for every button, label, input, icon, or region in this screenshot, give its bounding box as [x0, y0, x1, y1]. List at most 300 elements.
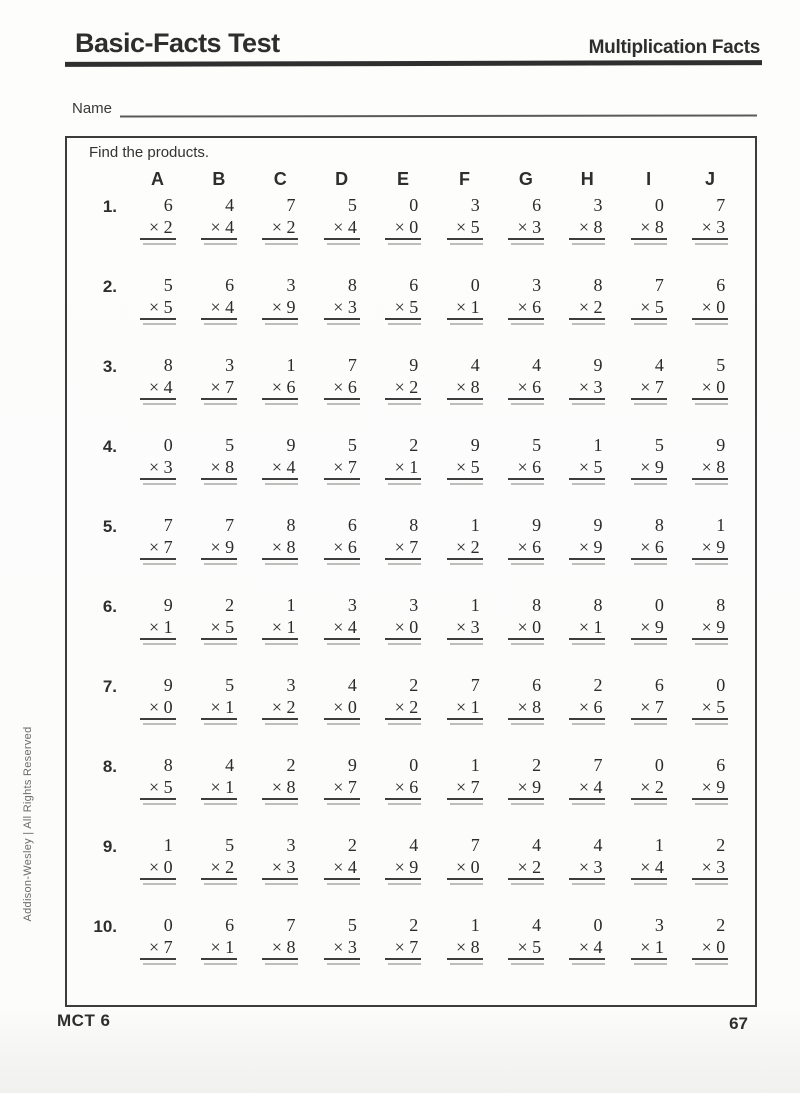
answer-line: [572, 322, 605, 325]
answer-line: [143, 882, 176, 885]
copyright-sidebar-text: Addison-Wesley | All Rights Reserved: [22, 726, 34, 922]
answer-line: [143, 242, 176, 245]
answer-line: [572, 642, 605, 645]
multiplier: × 3: [447, 616, 483, 640]
answer-line: [327, 402, 360, 405]
problem: [140, 675, 176, 725]
problem-cell: [680, 275, 741, 325]
problem: [692, 595, 728, 645]
problem: [631, 355, 667, 405]
problem: [631, 595, 667, 645]
problem: [692, 755, 728, 805]
top-number: 9: [286, 435, 296, 455]
answer-line: [204, 962, 237, 965]
multiplier: × 6: [324, 376, 360, 400]
row-number: 10.: [93, 917, 117, 936]
answer-line: [143, 562, 176, 565]
problem-cell: [127, 195, 188, 245]
answer-line: [511, 402, 544, 405]
top-number: 3: [286, 675, 296, 695]
answer-line: [143, 962, 176, 965]
problem-cell: [434, 835, 495, 885]
answer-line: [388, 562, 421, 565]
top-number: 2: [286, 755, 296, 775]
top-number: 1: [470, 915, 480, 935]
multiplier: × 8: [508, 696, 544, 720]
problem-cell: [618, 675, 679, 725]
problem: [324, 595, 360, 645]
top-number: 7: [654, 275, 664, 295]
answer-line: [388, 642, 421, 645]
problem: [569, 195, 605, 245]
problem-row-2: [79, 275, 741, 355]
answer-line: [204, 242, 237, 245]
problem-cell: [250, 435, 311, 485]
top-number: 5: [225, 835, 235, 855]
multiplier: × 6: [508, 536, 544, 560]
multiplier: × 6: [508, 376, 544, 400]
answer-line: [265, 402, 298, 405]
top-number: 8: [532, 595, 542, 615]
answer-line: [511, 722, 544, 725]
title-rule: [65, 60, 762, 67]
answer-line: [388, 802, 421, 805]
answer-line: [143, 402, 176, 405]
problem-cell: [434, 435, 495, 485]
top-number: 8: [716, 595, 726, 615]
problem-row-9: [79, 835, 741, 915]
top-number: 3: [286, 275, 296, 295]
top-number: 2: [347, 835, 357, 855]
answer-line: [265, 482, 298, 485]
problem: [262, 595, 298, 645]
problem: [140, 195, 176, 245]
problem: [692, 275, 728, 325]
multiplier: × 8: [262, 776, 298, 800]
answer-line: [572, 562, 605, 565]
top-number: 8: [163, 355, 173, 375]
problem-cell: [495, 915, 556, 965]
multiplier: × 3: [569, 376, 605, 400]
answer-line: [511, 642, 544, 645]
top-number: 3: [593, 195, 603, 215]
top-number: 7: [163, 515, 173, 535]
problem: [569, 515, 605, 565]
multiplier: × 8: [692, 456, 728, 480]
top-number: 2: [409, 675, 419, 695]
top-number: 1: [286, 595, 296, 615]
top-number: 7: [470, 675, 480, 695]
problem: [385, 355, 421, 405]
answer-line: [143, 722, 176, 725]
answer-line: [204, 402, 237, 405]
multiplier: × 6: [631, 536, 667, 560]
top-number: 4: [347, 675, 357, 695]
problem: [569, 915, 605, 965]
problem: [692, 195, 728, 245]
answer-line: [695, 402, 728, 405]
problem: [262, 435, 298, 485]
problem: [692, 915, 728, 965]
problem: [569, 595, 605, 645]
problem: [140, 755, 176, 805]
multiplier: × 0: [140, 696, 176, 720]
answer-line: [265, 562, 298, 565]
problem-cell: [311, 275, 372, 325]
multiplier: × 5: [447, 216, 483, 240]
problem-cell: [618, 755, 679, 805]
problem-cell: [250, 835, 311, 885]
multiplier: × 4: [140, 376, 176, 400]
answer-line: [634, 802, 667, 805]
answer-line: [204, 482, 237, 485]
problem-cell: [618, 595, 679, 645]
answer-line: [327, 722, 360, 725]
problem-cell: [250, 355, 311, 405]
multiplier: × 0: [447, 856, 483, 880]
problem-cell: [557, 675, 618, 725]
multiplier: × 7: [140, 536, 176, 560]
answer-line: [634, 242, 667, 245]
problem-cell: [495, 515, 556, 565]
problem-cell: [434, 515, 495, 565]
answer-line: [572, 802, 605, 805]
multiplier: × 7: [385, 536, 421, 560]
multiplier: × 2: [508, 856, 544, 880]
top-number: 0: [163, 915, 173, 935]
answer-line: [327, 882, 360, 885]
problem: [262, 195, 298, 245]
problem-cell: [434, 195, 495, 245]
problem: [201, 675, 237, 725]
problem: [385, 195, 421, 245]
problem-cell: [188, 595, 249, 645]
problem-cell: [373, 755, 434, 805]
answer-line: [388, 242, 421, 245]
problem-cell: [127, 915, 188, 965]
problem-cell: [311, 675, 372, 725]
multiplier: × 2: [385, 696, 421, 720]
top-number: 6: [716, 275, 726, 295]
answer-line: [695, 722, 728, 725]
problem: [201, 595, 237, 645]
top-number: 4: [654, 355, 664, 375]
problem-cell: [618, 195, 679, 245]
problem: [262, 515, 298, 565]
problem-row-5: [79, 515, 741, 595]
problem-cell: [618, 355, 679, 405]
answer-line: [450, 322, 483, 325]
problems-grid: [79, 163, 741, 995]
multiplier: × 5: [385, 296, 421, 320]
top-number: 1: [470, 755, 480, 775]
multiplier: × 8: [569, 216, 605, 240]
problem: [447, 195, 483, 245]
top-number: 7: [593, 755, 603, 775]
multiplier: × 5: [569, 456, 605, 480]
top-number: 2: [532, 755, 542, 775]
answer-line: [572, 882, 605, 885]
problem: [140, 355, 176, 405]
problem-cell: [250, 515, 311, 565]
multiplier: × 2: [385, 376, 421, 400]
multiplier: × 0: [140, 856, 176, 880]
problem-row-10: [79, 915, 741, 995]
answer-line: [634, 722, 667, 725]
multiplier: × 4: [201, 216, 237, 240]
multiplier: × 9: [385, 856, 421, 880]
problem-cell: [680, 355, 741, 405]
top-number: 1: [716, 515, 726, 535]
top-number: 6: [409, 275, 419, 295]
problem-cell: [680, 755, 741, 805]
top-number: 0: [654, 195, 664, 215]
multiplier: × 5: [631, 296, 667, 320]
answer-line: [143, 642, 176, 645]
top-number: 0: [593, 915, 603, 935]
top-number: 6: [532, 195, 542, 215]
problem: [508, 755, 544, 805]
column-header-g: G: [518, 168, 534, 189]
top-number: 5: [225, 675, 235, 695]
top-number: 3: [470, 195, 480, 215]
multiplier: × 4: [324, 616, 360, 640]
problem: [201, 915, 237, 965]
problem: [140, 595, 176, 645]
problem: [631, 515, 667, 565]
problem: [324, 435, 360, 485]
problem: [140, 915, 176, 965]
top-number: 0: [654, 755, 664, 775]
answer-line: [143, 482, 176, 485]
column-header-row: [79, 163, 741, 195]
multiplier: × 4: [262, 456, 298, 480]
multiplier: × 7: [385, 936, 421, 960]
answer-line: [572, 402, 605, 405]
problem-cell: [250, 275, 311, 325]
top-number: 9: [163, 595, 173, 615]
name-blank-line: [120, 99, 757, 117]
column-header-f: F: [458, 168, 471, 189]
name-label: Name: [72, 100, 113, 117]
multiplier: × 6: [324, 536, 360, 560]
multiplier: × 3: [692, 856, 728, 880]
problem-cell: [188, 835, 249, 885]
answer-line: [695, 482, 728, 485]
top-number: 7: [225, 515, 235, 535]
answer-line: [388, 722, 421, 725]
top-number: 8: [286, 515, 296, 535]
problem-cell: [495, 195, 556, 245]
answer-line: [388, 962, 421, 965]
multiplier: × 5: [508, 936, 544, 960]
problem: [385, 675, 421, 725]
answer-line: [388, 882, 421, 885]
top-number: 5: [716, 355, 726, 375]
problem-cell: [188, 915, 249, 965]
answer-line: [327, 802, 360, 805]
answer-line: [572, 242, 605, 245]
top-number: 2: [716, 835, 726, 855]
problem-cell: [495, 595, 556, 645]
column-header-b: B: [212, 168, 226, 189]
multiplier: × 3: [324, 936, 360, 960]
problem: [631, 835, 667, 885]
top-number: 7: [347, 355, 357, 375]
answer-line: [450, 882, 483, 885]
page-subtitle: Multiplication Facts: [588, 37, 760, 58]
multiplier: × 4: [324, 856, 360, 880]
answer-line: [572, 482, 605, 485]
multiplier: × 3: [569, 856, 605, 880]
top-number: 4: [470, 355, 480, 375]
multiplier: × 9: [262, 296, 298, 320]
problem: [692, 515, 728, 565]
problem: [631, 755, 667, 805]
top-number: 6: [532, 675, 542, 695]
answer-line: [450, 242, 483, 245]
top-number: 0: [163, 435, 173, 455]
multiplier: × 2: [201, 856, 237, 880]
multiplier: × 0: [385, 216, 421, 240]
multiplier: × 4: [201, 296, 237, 320]
multiplier: × 9: [692, 536, 728, 560]
answer-line: [695, 322, 728, 325]
problem-cell: [618, 835, 679, 885]
top-number: 4: [409, 835, 419, 855]
answer-line: [204, 562, 237, 565]
answer-line: [450, 482, 483, 485]
multiplier: × 0: [692, 296, 728, 320]
multiplier: × 6: [569, 696, 605, 720]
problem: [569, 675, 605, 725]
problem-cell: [311, 835, 372, 885]
problem-cell: [188, 275, 249, 325]
top-number: 6: [225, 275, 235, 295]
problem: [569, 835, 605, 885]
answer-line: [204, 722, 237, 725]
problem-cell: [434, 755, 495, 805]
problem-cell: [127, 515, 188, 565]
problem: [262, 275, 298, 325]
problem: [631, 915, 667, 965]
top-number: 1: [470, 515, 480, 535]
multiplier: × 3: [324, 296, 360, 320]
problem-cell: [188, 675, 249, 725]
problem-cell: [557, 595, 618, 645]
top-number: 5: [225, 435, 235, 455]
problem-row-7: [79, 675, 741, 755]
answer-line: [695, 242, 728, 245]
problem-cell: [680, 435, 741, 485]
answer-line: [511, 242, 544, 245]
problem: [447, 915, 483, 965]
worksheet-box: [65, 136, 757, 1007]
multiplier: × 7: [631, 376, 667, 400]
answer-line: [634, 482, 667, 485]
row-number: 6.: [102, 597, 117, 616]
multiplier: × 0: [385, 616, 421, 640]
multiplier: × 0: [324, 696, 360, 720]
problem: [324, 915, 360, 965]
top-number: 9: [532, 515, 542, 535]
top-number: 3: [654, 915, 664, 935]
answer-line: [511, 562, 544, 565]
multiplier: × 0: [692, 936, 728, 960]
page-number: 67: [729, 1014, 748, 1033]
top-number: 9: [593, 515, 603, 535]
problem: [569, 355, 605, 405]
multiplier: × 9: [569, 536, 605, 560]
problem: [324, 835, 360, 885]
multiplier: × 1: [262, 616, 298, 640]
multiplier: × 5: [692, 696, 728, 720]
problem-cell: [373, 275, 434, 325]
problem-cell: [434, 675, 495, 725]
multiplier: × 2: [140, 216, 176, 240]
problem: [692, 355, 728, 405]
top-number: 5: [347, 435, 357, 455]
problem: [201, 755, 237, 805]
top-number: 1: [163, 835, 173, 855]
multiplier: × 8: [447, 376, 483, 400]
problem: [508, 675, 544, 725]
problem-cell: [127, 355, 188, 405]
multiplier: × 4: [569, 936, 605, 960]
top-number: 9: [347, 755, 357, 775]
multiplier: × 2: [569, 296, 605, 320]
problem: [692, 675, 728, 725]
multiplier: × 5: [140, 296, 176, 320]
top-number: 4: [532, 915, 542, 935]
problem: [631, 675, 667, 725]
answer-line: [204, 882, 237, 885]
problem-cell: [250, 595, 311, 645]
multiplier: × 6: [508, 296, 544, 320]
answer-line: [695, 642, 728, 645]
top-number: 1: [286, 355, 296, 375]
problem-cell: [250, 195, 311, 245]
top-number: 3: [225, 355, 235, 375]
answer-line: [511, 962, 544, 965]
multiplier: × 9: [631, 456, 667, 480]
problem: [631, 435, 667, 485]
answer-line: [327, 242, 360, 245]
top-number: 5: [347, 195, 357, 215]
problem: [631, 275, 667, 325]
multiplier: × 3: [140, 456, 176, 480]
problem-cell: [127, 275, 188, 325]
multiplier: × 2: [262, 696, 298, 720]
problem: [324, 675, 360, 725]
answer-line: [450, 642, 483, 645]
multiplier: × 1: [140, 616, 176, 640]
problem: [385, 515, 421, 565]
multiplier: × 9: [201, 536, 237, 560]
top-number: 4: [532, 355, 542, 375]
problem: [262, 675, 298, 725]
top-number: 5: [347, 915, 357, 935]
top-number: 8: [654, 515, 664, 535]
top-number: 6: [163, 195, 173, 215]
title-bar: [65, 28, 760, 59]
top-number: 6: [654, 675, 664, 695]
problem-cell: [557, 515, 618, 565]
top-number: 9: [593, 355, 603, 375]
problem: [324, 195, 360, 245]
answer-line: [511, 322, 544, 325]
page-title: Basic-Facts Test: [75, 28, 280, 58]
